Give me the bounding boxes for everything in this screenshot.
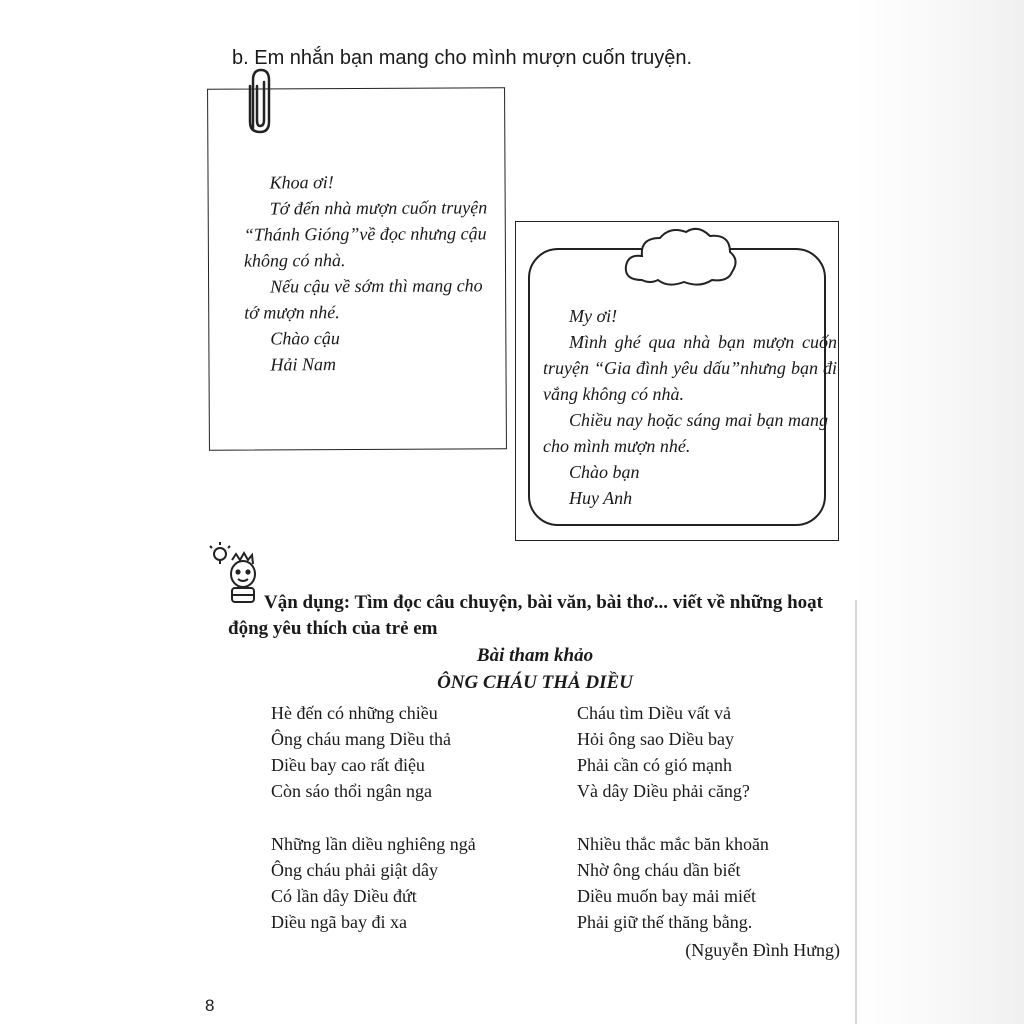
poem-line: Phải cần có gió mạnh <box>577 755 732 775</box>
note-left-text <box>243 168 494 377</box>
poem-stanza <box>271 700 476 804</box>
note-left-signature: Hải Nam <box>270 354 337 375</box>
poem-stanza <box>271 831 476 935</box>
note-left-body-1: Tớ đến nhà mượn cuốn truyện “Thánh Gióng”về đọc nhưng cậu không có nhà. <box>243 197 488 271</box>
poem-line: Diều bay cao rất điệu <box>271 755 425 775</box>
poem-line: Hỏi ông sao Diều bay <box>577 729 734 749</box>
poem-author: (Nguyễn Đình Hưng) <box>685 940 840 960</box>
note-right-text <box>543 303 837 511</box>
reference-label: Bài tham khảo <box>476 645 594 666</box>
apply-title-text: Vận dụng: Tìm đọc câu chuyện, bài văn, bài thơ... viết về những hoạt động yêu thích của trẻ em <box>228 592 823 639</box>
poem-line: Ông cháu mang Diều thả <box>271 729 451 749</box>
note-right-body-2: Chiều nay hoặc sáng mai bạn mang cho mình mượn nhé. <box>543 410 828 456</box>
note-right-signature: Huy Anh <box>569 488 633 508</box>
poem-left-column <box>271 700 476 962</box>
poem-line: Những lần diều nghiêng ngả <box>271 834 476 854</box>
poem-line: Phải giữ thế thăng bằng. <box>577 912 753 932</box>
note-left-greeting: Khoa ơi! <box>269 172 334 193</box>
poem-line: Và dây Diều phải căng? <box>577 781 750 801</box>
paperclip-icon <box>243 66 277 138</box>
poem-line: Diều ngã bay đi xa <box>271 912 407 932</box>
poem-line: Ông cháu phải giật dây <box>271 860 438 880</box>
poem-line: Nhiều thắc mắc băn khoăn <box>577 834 769 854</box>
poem-stanza <box>577 831 769 935</box>
poem-title: ÔNG CHÁU THẢ DIỀU <box>437 672 633 693</box>
page-number: 8 <box>205 996 215 1015</box>
poem-line: Cháu tìm Diều vất vả <box>577 703 731 723</box>
poem-line: Diều muốn bay mải miết <box>577 886 756 906</box>
poem-right-column <box>577 700 769 962</box>
note-right-body-1: Mình ghé qua nhà bạn mượn cuốn truyện “Gia đình yêu dấu”nhưng bạn đi vắng không có nhà. <box>543 332 837 404</box>
note-left-closing: Chào cậu <box>270 328 340 349</box>
note-right-closing: Chào bạn <box>569 462 640 482</box>
poem-line: Nhờ ông cháu dần biết <box>577 860 741 880</box>
note-left-body-2: Nếu cậu về sớm thì mang cho tớ mượn nhé. <box>244 275 483 323</box>
apply-section-title <box>228 590 848 642</box>
poem-line: Hè đến có những chiều <box>271 703 438 723</box>
poem-line: Còn sáo thổi ngân nga <box>271 781 432 801</box>
section-heading-b: b. Em nhắn bạn mang cho mình mượn cuốn truyện. <box>232 47 693 69</box>
poem-stanza <box>577 700 769 804</box>
page-edge-shadow <box>854 0 1024 1024</box>
poem-line: Có lần dây Diều đứt <box>271 886 417 906</box>
note-card-left <box>207 87 507 451</box>
cloud-icon <box>620 224 740 290</box>
note-right-greeting: My ơi! <box>569 306 618 326</box>
